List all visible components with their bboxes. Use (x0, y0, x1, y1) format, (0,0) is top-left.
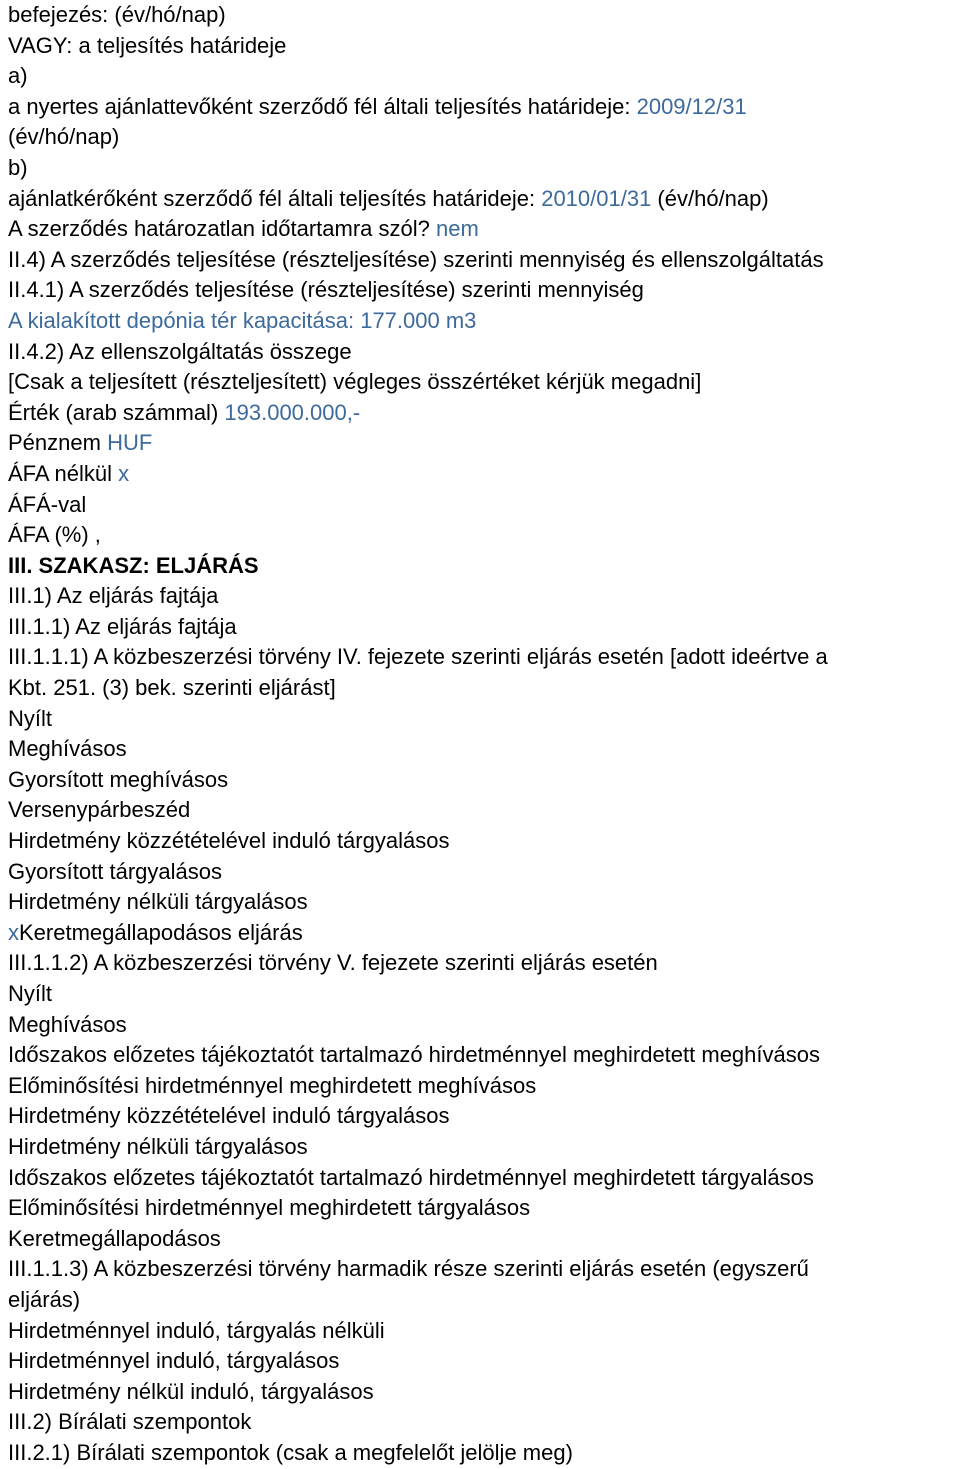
line-label: [Csak a teljesített (részteljesített) végleges összértéket kérjük megadni] (8, 369, 702, 395)
line-value: nem (436, 216, 479, 242)
line-label: Előminősítési hirdetménnyel meghirdetett meghívásos (8, 1072, 537, 1098)
text-line (8, 1040, 960, 1071)
text-line (8, 1377, 960, 1408)
line-label: a) (8, 63, 28, 89)
line-label: Hirdetménnyel induló, tárgyalásos (8, 1348, 340, 1374)
text-line (8, 306, 960, 337)
text-line (8, 490, 960, 521)
line-label: (év/hó/nap) (8, 124, 120, 150)
text-line (8, 826, 960, 857)
line-label: III.1.1.1) A közbeszerzési törvény IV. fejezete szerinti eljárás esetén [adott ideértve a (8, 644, 828, 670)
line-value: A kialakított depónia tér kapacitása: 177.000 m3 (8, 307, 477, 333)
line-label: III.1.1.3) A közbeszerzési törvény harmadik része szerinti eljárás esetén (egyszerű (8, 1256, 809, 1282)
text-line (8, 1346, 960, 1377)
text-line (8, 1254, 960, 1285)
text-line (8, 857, 960, 888)
text-line (8, 61, 960, 92)
text-line (8, 673, 960, 704)
line-label: III.2.1) Bírálati szempontok (csak a megfelelőt jelölje meg) (8, 1439, 573, 1465)
line-label: Hirdetmény nélküli tárgyalásos (8, 1133, 308, 1159)
text-line (8, 1163, 960, 1194)
line-label: Hirdetmény nélkül induló, tárgyalásos (8, 1378, 374, 1404)
text-line (8, 520, 960, 551)
line-label: Hirdetmény közzétételével induló tárgyalásos (8, 828, 450, 854)
text-line (8, 734, 960, 765)
text-line (8, 1071, 960, 1102)
line-value: 193.000.000,- (224, 399, 361, 425)
line-label: Érték (arab számmal) (8, 399, 225, 425)
line-suffix: Keretmegállapodásos eljárás (19, 919, 303, 945)
line-label: Hirdetmény nélküli tárgyalásos (8, 889, 308, 915)
text-line (8, 642, 960, 673)
line-label: Időszakos előzetes tájékoztatót tartalmazó hirdetménnyel meghirdetett tárgyalásos (8, 1164, 814, 1190)
document-body (8, 0, 960, 1469)
line-label: ÁFA (%) , (8, 522, 101, 548)
line-label: Keretmegállapodásos (8, 1225, 221, 1251)
line-label: Meghívásos (8, 736, 127, 762)
line-label: Nyílt (8, 981, 52, 1006)
text-line (8, 1407, 960, 1438)
text-line (8, 887, 960, 918)
text-line (8, 765, 960, 796)
text-line (8, 1438, 960, 1469)
text-line (8, 1132, 960, 1163)
line-label: III.1.1.2) A közbeszerzési törvény V. fejezete szerinti eljárás esetén (8, 950, 658, 976)
line-label: Kbt. 251. (3) bek. szerinti eljárást] (8, 675, 336, 701)
text-line (8, 459, 960, 490)
line-label: III.1.1) Az eljárás fajtája (8, 613, 237, 639)
text-line (8, 153, 960, 184)
text-line (8, 795, 960, 826)
text-line (8, 122, 960, 153)
line-label: ÁFÁ-val (8, 491, 87, 517)
text-line (8, 367, 960, 398)
line-label: Időszakos előzetes tájékoztatót tartalmazó hirdetménnyel meghirdetett meghívásos (8, 1042, 820, 1068)
text-line (8, 979, 960, 1010)
line-label: ajánlatkérőként szerződő fél általi teljesítés határideje: (8, 185, 542, 211)
line-label: Gyorsított tárgyalásos (8, 858, 222, 884)
text-line (8, 398, 960, 429)
text-line (8, 1193, 960, 1224)
text-line (8, 948, 960, 979)
line-value: x (118, 460, 130, 486)
line-label: ÁFA nélkül (8, 460, 119, 486)
text-line (8, 1285, 960, 1316)
text-line (8, 0, 960, 31)
line-label: A szerződés határozatlan időtartamra szól? (8, 216, 437, 242)
text-line (8, 428, 960, 459)
text-line (8, 1101, 960, 1132)
line-label: III.2) Bírálati szempontok (8, 1409, 252, 1435)
line-label: b) (8, 154, 28, 180)
line-value: x (8, 919, 19, 945)
text-line (8, 92, 960, 123)
line-label: VAGY: a teljesítés határideje (8, 32, 287, 58)
text-line (8, 612, 960, 643)
line-label: befejezés: (év/hó/nap) (8, 2, 226, 27)
line-label: Előminősítési hirdetménnyel meghirdetett tárgyalásos (8, 1195, 531, 1221)
line-label: Pénznem (8, 430, 108, 456)
text-line (8, 1010, 960, 1041)
text-line (8, 245, 960, 276)
line-label: II.4) A szerződés teljesítése (részteljesítése) szerinti mennyiség és ellenszolgáltatás (8, 246, 824, 272)
line-label: eljárás) (8, 1286, 81, 1312)
text-line (8, 31, 960, 62)
text-line (8, 337, 960, 368)
text-line (8, 214, 960, 245)
text-line (8, 918, 960, 949)
line-label: II.4.1) A szerződés teljesítése (részteljesítése) szerinti mennyiség (8, 277, 644, 303)
line-value: HUF (107, 430, 153, 456)
line-label: a nyertes ajánlattevőként szerződő fél általi teljesítés határideje: (8, 93, 637, 119)
text-line (8, 1224, 960, 1255)
line-label: Gyorsított meghívásos (8, 766, 229, 792)
line-label: Meghívásos (8, 1011, 127, 1037)
text-line (8, 551, 960, 582)
line-value: 2009/12/31 (636, 93, 747, 119)
line-label: Hirdetménnyel induló, tárgyalás nélküli (8, 1317, 385, 1343)
text-line (8, 184, 960, 215)
text-line (8, 704, 960, 735)
line-label: III.1) Az eljárás fajtája (8, 583, 219, 609)
text-line (8, 1316, 960, 1347)
line-label: Hirdetmény közzétételével induló tárgyalásos (8, 1103, 450, 1129)
text-line (8, 275, 960, 306)
text-line (8, 581, 960, 612)
line-label: Versenypárbeszéd (8, 797, 191, 823)
line-label: III. SZAKASZ: ELJÁRÁS (8, 552, 259, 578)
line-value: 2010/01/31 (541, 185, 652, 211)
line-suffix: (év/hó/nap) (651, 185, 769, 211)
line-label: Nyílt (8, 705, 52, 731)
line-label: II.4.2) Az ellenszolgáltatás összege (8, 338, 352, 364)
